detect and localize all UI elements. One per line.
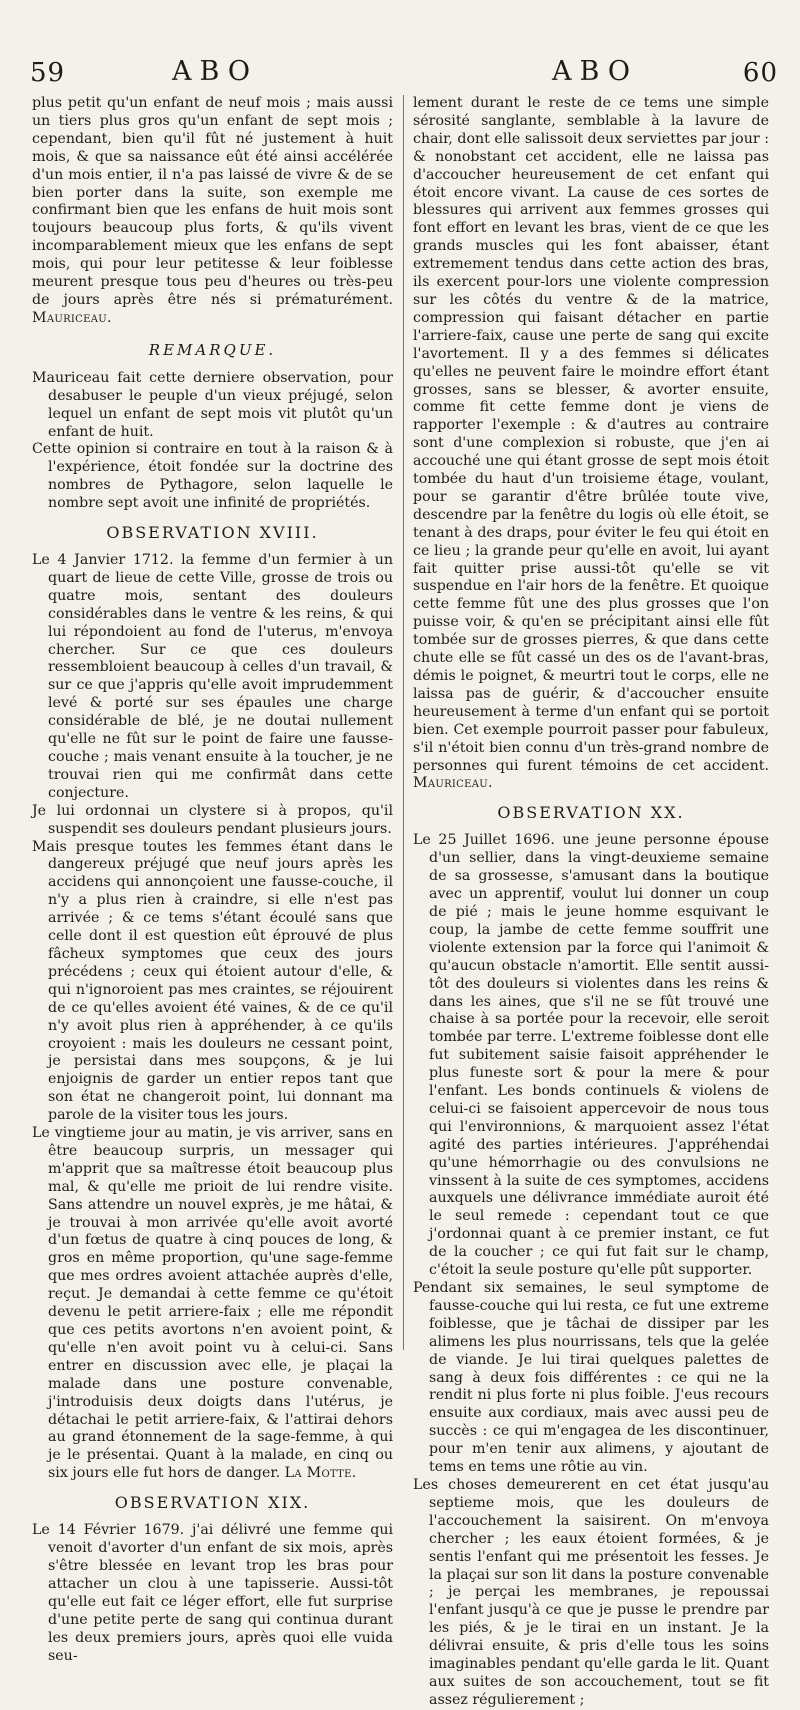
observation-20-paragraph-3: Les choses demeurerent en cet état jusqu'au septieme mois, que les douleurs de l'accouchement la saisirent. On m'envoya chercher ; les eaux étoient formées, & je sentis l'enfant qui me présentoit les fesses. Je la plaçai sur son lit dans la posture convenable ; je perçai les membranes, je repoussai l'enfant jusqu'à ce que je pusse le prendre par les piés, & je le tirai en un instant. Je la délivrai ensuite, & pris d'elle tous les soins imaginables pendant qu'elle garda le lit. Quant aux suites de son accouchement, tout se fit assez régulierement ; — [413, 1476, 769, 1708]
observation-19-continuation-text: lement durant le reste de ce tems une simple sérosité sanglante, semblable à la lavure de chair, dont elle salissoit deux serviettes par jour : & nonobstant cet accident, elle ne laissa pas d'accoucher heureusement de cet enfant qui étoit encore vivant. La cause de ces sortes de blessures qui arrivent aux femmes grosses qui font effort en levant les bras, vient de ce que les grands muscles qui les font abaisser, étant extremement tendus dans cette action des bras, ils exercent pour-lors une violente compression sur les côtés du ventre & de la matrice, compression qui faisant détacher en partie l'arriere-faix, cause une perte de sang qui excite l'avortement. Il y a des femmes si délicates qu'elles ne peuvent faire le moindre effort étant grosses, sans se blesser, & avorter ensuite, comme fit cette femme dont je viens de rapporter l'exemple : & d'autres au contraire sont d'une complexion si robuste, que j'en ai accouché une qui étant grosse de sept mois étoit tombée du haut d'un troisieme étage, voulant, pour se garantir d'être brûlée toute vive, descendre par la fenêtre du logis où elle étoit, se tenant à des draps, pour éviter le feu qui étoit en ce lieu ; la grande peur qu'elle en avoit, lui ayant fait quitter prise aussi-tôt qu'elle se vit suspendue en l'air hors de la fenêtre. Et quoique cette femme fût une des plus grosses que l'on puisse voir, & qu'en se précipitant ainsi elle fût tombée sur de grosses pierres, & que dans cette chute elle se fût cassé un des os de l'avant-bras, démis le poignet, & meurtri tout le corps, elle ne laissa pas de guérir, & d'accoucher ensuite heureusement à terme d'un enfant qui se portoit bien. Cet exemple pourroit passer pour fabuleux, s'il n'étoit bien connu d'un très-grand nombre de personnes qui furent témoins de cet accident. — [413, 95, 769, 774]
observation-18-paragraph-4-text: Le vingtieme jour au matin, je vis arriver, sans en être beaucoup surpris, un messager qui m'apprit que sa maîtresse étoit beaucoup plus mal, & qu'elle me prioit de lui rendre visite. Sans attendre un nouvel exprès, je me hâtai, & je trouvai à mon arrivée qu'elle avoit avorté d'un fœtus de quatre à cinq pouces de long, & gros en même proportion, qu'une sage-femme que mes ordres avoient attachée auprès d'elle, reçut. Je demandai à cette femme ce qu'étoit devenu le petit arriere-faix ; elle me répondit que ces petits avortons n'en avoient point, & qu'elle n'en avoit point vu à celui-ci. Sans entrer en discussion avec elle, je plaçai la malade dans une posture convenable, j'introduisis deux doigts dans l'utérus, je détachai le petit arriere-faix, & l'attirai dehors au grand étonnement de la sage-femme, à qui je le présentai. Quant à la malade, en cinq ou six jours elle fut hors de danger. — [32, 1125, 393, 1482]
page-number-right: 60 — [742, 58, 778, 88]
left-column — [32, 95, 393, 1664]
observation-20-paragraph-2: Pendant six semaines, le seul symptome de fausse-couche qui lui resta, ce fut une extreme foiblesse, que je tâchai de dissiper par les alimens les plus nourrissans, tels que la gelée de viande. Je lui tirai quelques palettes de sang à deux fois différentes : ce qui ne la rendit ni plus forte ni plus foible. J'eus recours ensuite aux cordiaux, mais avec aussi peu de succès : ce qui m'engagea de les discontinuer, pour m'en tenir aux alimens, y ajoutant de tems en tems une rôtie au vin. — [413, 1280, 769, 1476]
paragraph-intro — [32, 95, 393, 328]
paragraph-intro-text: plus petit qu'un enfant de neuf mois ; mais aussi un tiers plus gros qu'un enfant de sept mois ; cependant, bien qu'il fût né justement à huit mois, & que sa naissance eût été ainsi accélérée d'un mois entier, il n'a pas laissé de vivre & de se bien porter dans la suite, son exemple me confirmant bien que les enfans de huit mois sont toujours beaucoup plus forts, & qu'ils vivent incomparablement mieux que les enfans de sept mois, qui pour leur petitesse & leur foiblesse meurent presque tous peu d'heures ou très-peu de jours après être nés si prématurément. — [32, 95, 393, 308]
running-head-left: ABO — [172, 56, 258, 87]
observation-18-paragraph-4 — [32, 1125, 393, 1483]
observation-18-heading: OBSERVATION XVIII. — [106, 523, 319, 543]
running-head-right: ABO — [552, 56, 638, 87]
observation-19-paragraph-1: Le 14 Février 1679. j'ai délivré une femme qui venoit d'avorter d'un enfant de six mois, après s'être blessée en levant trop les bras pour attacher un clou à une tapisserie. Aussi-tôt qu'elle eut fait ce léger effort, elle fut surprise d'une petite perte de sang qui continua durant les deux premiers jours, après quoi elle vuida seu- — [32, 1522, 393, 1664]
author-signature: Mauriceau. — [413, 775, 493, 792]
observation-18-paragraph-2: Je lui ordonnai un clystere si à propos, qu'il suspendit ses douleurs pendant plusieurs jours. — [32, 802, 393, 837]
remarque-paragraph-1: Mauriceau fait cette derniere observation, pour desabuser le peuple d'un vieux préjugé, selon lequel un enfant de sept mois vit plutôt qu'un enfant de huit. — [32, 369, 393, 440]
observation-20-heading: OBSERVATION XX. — [497, 803, 685, 823]
observation-20-paragraph-1: Le 25 Juillet 1696. une jeune personne épouse d'un sellier, dans la vingt-deuxieme semaine de sa grossesse, s'amusant dans la boutique avec un apprentif, voulut lui donner un coup de pié ; mais le jeune homme esquivant le coup, la jambe de cette femme souffrit une violente extension par la force qui l'animoit & qu'aucun obstacle n'amortit. Elle sentit aussi-tôt des douleurs si violentes dans les reins & dans les aines, que s'il ne se fût trouvé une chaise à sa portée pour la recevoir, elle seroit tombée par terre. L'extreme foiblesse dont elle fut subitement saisie faisoit appréhender le plus funeste sort & pour la mere & pour l'enfant. Les bonds continuels & violens de celui-ci se faisoient appercevoir de nous tous qui l'environnions, & marquoient assez l'état agité des parties intérieures. J'appréhendai qu'une hémorrhagie ou des convulsions ne vinssent à la suite de ces symptomes, accidens auxquels une délivrance immédiate auroit été le seul remede : cependant tout ce que j'ordonnai quant à ce premier instant, ce fut de la coucher ; ce qui fut fait sur le champ, c'étoit la seule posture qu'elle pût supporter. — [413, 832, 769, 1279]
column-divider — [403, 95, 404, 1350]
observation-19-heading: OBSERVATION XIX. — [114, 1493, 311, 1513]
observation-18-paragraph-1: Le 4 Janvier 1712. la femme d'un fermier à un quart de lieue de cette Ville, grosse de trois ou quatre mois, sentant des douleurs considérables dans le ventre & les reins, & qui lui répondoient au fond de l'uterus, m'envoya chercher. Sur ce que ces douleurs ressembloient beaucoup à celles d'un travail, & sur ce que j'appris qu'elle avoit imprudemment levé & porté sur ses épaules une charge considérable de blé, je ne doutai nullement qu'elle ne fût sur le point de faire une fausse-couche ; mais venant ensuite à la toucher, je ne trouvai rien qui me confirmât dans cette conjecture. — [32, 552, 393, 801]
page-number-left: 59 — [30, 58, 66, 88]
remarque-heading: REMARQUE. — [148, 340, 277, 359]
observation-18-paragraph-3: Mais presque toutes les femmes étant dans le dangereux préjugé que neuf jours après les accidens qui annonçoient une fausse-couche, il n'y a plus rien à craindre, si elle n'est pas arrivée ; & ce tems s'étant écoulé sans que celle dont il est question eût éprouvé de plus fâcheux symptomes que ceux des jours précédens ; ceux qui étoient autour d'elle, & qui n'ignoroient pas mes craintes, se réjouirent de ce qu'elles avoient été vaines, & de ce qu'il n'y avoit plus rien à appréhender, à ce qu'ils croyoient : mais les douleurs ne cessant point, je persistai dans mes soupçons, & je lui enjoignis de garder un entier repos tant que son état ne changeroit point, lui donnant ma parole de la visiter tous les jours. — [32, 838, 393, 1124]
remarque-paragraph-2: Cette opinion si contraire en tout à la raison & à l'expérience, étoit fondée sur la doctrine des nombres de Pythagore, selon laquelle le nombre sept avoit une infinité de propriétés. — [32, 441, 393, 512]
observation-19-continuation — [413, 95, 769, 793]
author-signature: La Motte. — [284, 1465, 357, 1482]
author-signature: Mauriceau. — [32, 309, 112, 326]
right-column — [413, 95, 769, 1708]
